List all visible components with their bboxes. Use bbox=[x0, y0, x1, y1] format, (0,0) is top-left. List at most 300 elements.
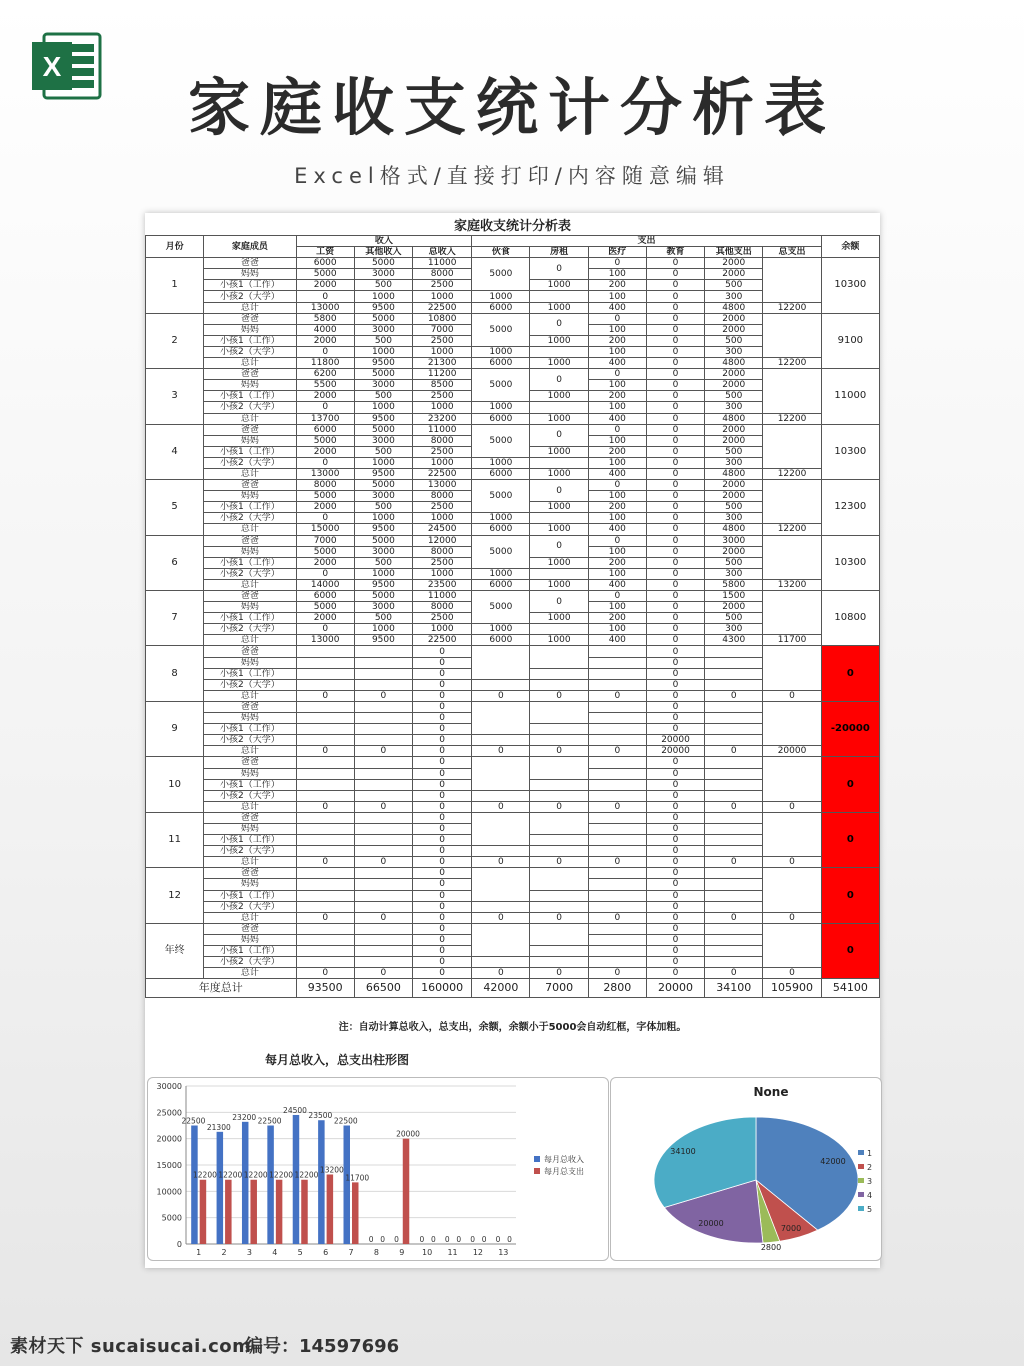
bar bbox=[200, 1180, 207, 1244]
table-cell: 0 bbox=[296, 857, 354, 868]
table-cell: 0 bbox=[296, 291, 354, 302]
table-cell: 0 bbox=[646, 690, 704, 701]
table-cell: 2500 bbox=[413, 391, 472, 402]
table-row bbox=[146, 579, 880, 590]
table-cell: 0 bbox=[588, 424, 646, 435]
table-cell: 0 bbox=[646, 635, 704, 646]
total-expense-cell bbox=[763, 923, 821, 967]
table-cell bbox=[705, 724, 763, 735]
table-cell: 500 bbox=[354, 446, 412, 457]
table-cell bbox=[354, 757, 412, 768]
x-tick-label: 10 bbox=[422, 1248, 433, 1257]
member-label: 爸爸 bbox=[204, 424, 296, 435]
bar bbox=[403, 1139, 410, 1244]
table-cell: 0 bbox=[588, 912, 646, 923]
table-cell bbox=[705, 668, 763, 679]
table-cell: 200 bbox=[588, 335, 646, 346]
table-cell: 22500 bbox=[413, 468, 472, 479]
bar bbox=[276, 1180, 283, 1244]
table-cell: 1000 bbox=[354, 457, 412, 468]
table-cell: 200 bbox=[588, 613, 646, 624]
member-label: 爸爸 bbox=[204, 258, 296, 269]
data-label: 0 bbox=[368, 1235, 374, 1244]
table-cell: 0 bbox=[588, 968, 646, 979]
table-row bbox=[146, 302, 880, 313]
pie-data-label: 42000 bbox=[820, 1157, 846, 1166]
data-label: 20000 bbox=[396, 1129, 420, 1139]
table-cell: 5000 bbox=[296, 602, 354, 613]
table-cell: 0 bbox=[646, 801, 704, 812]
table-cell: 0 bbox=[705, 801, 763, 812]
y-tick-label: 0 bbox=[176, 1240, 182, 1249]
y-tick-label: 20000 bbox=[156, 1134, 182, 1144]
table-cell: 2000 bbox=[296, 335, 354, 346]
table-cell bbox=[296, 812, 354, 823]
table-cell bbox=[588, 835, 646, 846]
table-cell: 4800 bbox=[705, 468, 763, 479]
food-cell bbox=[472, 957, 530, 968]
table-cell: 0 bbox=[588, 369, 646, 380]
data-label: 21300 bbox=[206, 1122, 231, 1132]
data-label: 22500 bbox=[257, 1116, 282, 1126]
rent-cell bbox=[530, 779, 588, 790]
table-cell: 100 bbox=[588, 346, 646, 357]
bar-chart-panel bbox=[147, 1077, 609, 1261]
balance-cell: 0 bbox=[821, 868, 879, 923]
member-label: 小孩2（大学） bbox=[204, 790, 296, 801]
table-cell: 0 bbox=[296, 624, 354, 635]
table-cell: 100 bbox=[588, 491, 646, 502]
rent-cell: 0 bbox=[530, 369, 588, 391]
table-cell: 0 bbox=[646, 535, 704, 546]
member-label: 总计 bbox=[204, 579, 296, 590]
table-cell bbox=[296, 957, 354, 968]
table-cell: 1000 bbox=[530, 358, 588, 369]
table-cell bbox=[354, 957, 412, 968]
table-cell: 2000 bbox=[705, 313, 763, 324]
member-label: 妈妈 bbox=[204, 934, 296, 945]
member-label: 爸爸 bbox=[204, 868, 296, 879]
total-expense-cell bbox=[763, 369, 821, 413]
table-cell: 0 bbox=[413, 879, 472, 890]
legend-swatch bbox=[858, 1164, 864, 1169]
legend-label: 3 bbox=[867, 1177, 873, 1186]
table-cell: 0 bbox=[646, 879, 704, 890]
header-medical: 医疗 bbox=[588, 247, 646, 258]
rent-cell bbox=[530, 568, 588, 579]
table-cell: 0 bbox=[296, 912, 354, 923]
table-cell: 5000 bbox=[354, 313, 412, 324]
table-cell: 0 bbox=[354, 857, 412, 868]
table-cell: 8000 bbox=[413, 269, 472, 280]
table-cell: 5500 bbox=[296, 380, 354, 391]
table-cell: 0 bbox=[646, 302, 704, 313]
table-cell: 0 bbox=[646, 579, 704, 590]
total-expense-cell bbox=[763, 591, 821, 635]
pie-data-label: 20000 bbox=[698, 1219, 724, 1228]
data-label: 0 bbox=[380, 1235, 386, 1244]
balance-cell: 11000 bbox=[821, 369, 879, 424]
table-cell: 1000 bbox=[530, 579, 588, 590]
table-cell: 0 bbox=[646, 779, 704, 790]
rent-cell bbox=[530, 946, 588, 957]
table-cell: 4800 bbox=[705, 302, 763, 313]
table-cell: 2500 bbox=[413, 335, 472, 346]
x-tick-label: 11 bbox=[447, 1248, 458, 1257]
table-cell: 2000 bbox=[705, 435, 763, 446]
member-label: 小孩1（工作） bbox=[204, 779, 296, 790]
year-total-cell: 34100 bbox=[705, 979, 763, 998]
table-cell bbox=[588, 679, 646, 690]
bar bbox=[327, 1174, 334, 1244]
member-label: 小孩1（工作） bbox=[204, 946, 296, 957]
bar-chart bbox=[148, 1078, 608, 1260]
table-cell bbox=[354, 823, 412, 834]
table-row bbox=[146, 757, 880, 768]
table-cell: 6000 bbox=[296, 591, 354, 602]
table-cell: 300 bbox=[705, 624, 763, 635]
table-cell: 9500 bbox=[354, 413, 412, 424]
member-label: 总计 bbox=[204, 635, 296, 646]
table-cell: 0 bbox=[296, 568, 354, 579]
table-cell: 0 bbox=[413, 923, 472, 934]
table-cell: 6000 bbox=[472, 413, 530, 424]
rent-cell bbox=[530, 679, 588, 690]
table-cell: 500 bbox=[705, 446, 763, 457]
table-cell: 2500 bbox=[413, 613, 472, 624]
rent-cell: 0 bbox=[530, 480, 588, 502]
food-cell: 1000 bbox=[472, 624, 530, 635]
total-expense-cell bbox=[763, 535, 821, 579]
header-rent: 房租 bbox=[530, 247, 588, 258]
month-label: 3 bbox=[146, 369, 204, 424]
table-cell: 5000 bbox=[296, 491, 354, 502]
header-other-income: 其他收入 bbox=[354, 247, 412, 258]
food-cell bbox=[472, 790, 530, 801]
table-cell: 0 bbox=[413, 724, 472, 735]
table-cell: 1000 bbox=[354, 624, 412, 635]
table-cell: 0 bbox=[413, 890, 472, 901]
table-cell: 13000 bbox=[413, 480, 472, 491]
table-cell: 9500 bbox=[354, 579, 412, 590]
member-label: 爸爸 bbox=[204, 591, 296, 602]
table-cell bbox=[354, 713, 412, 724]
table-cell: 0 bbox=[646, 291, 704, 302]
table-cell: 0 bbox=[646, 923, 704, 934]
rent-cell bbox=[530, 835, 588, 846]
rent-cell bbox=[530, 513, 588, 524]
year-total-cell: 105900 bbox=[763, 979, 821, 998]
year-total-cell: 160000 bbox=[413, 979, 472, 998]
food-cell: 1000 bbox=[472, 457, 530, 468]
table-cell: 0 bbox=[413, 957, 472, 968]
table-cell: 22500 bbox=[413, 635, 472, 646]
page-title: 家庭收支统计分析表 bbox=[187, 71, 836, 144]
member-label: 爸爸 bbox=[204, 535, 296, 546]
table-cell: 0 bbox=[472, 746, 530, 757]
member-label: 小孩1（工作） bbox=[204, 668, 296, 679]
member-label: 小孩1（工作） bbox=[204, 724, 296, 735]
table-cell: 0 bbox=[472, 912, 530, 923]
table-cell: 0 bbox=[413, 968, 472, 979]
x-tick-label: 2 bbox=[221, 1248, 227, 1257]
data-label: 22500 bbox=[333, 1116, 358, 1126]
table-cell: 1000 bbox=[354, 291, 412, 302]
food-cell: 5000 bbox=[472, 369, 530, 402]
member-label: 总计 bbox=[204, 302, 296, 313]
table-cell: 0 bbox=[705, 968, 763, 979]
table-cell: 1000 bbox=[354, 402, 412, 413]
rent-cell bbox=[530, 890, 588, 901]
bar-chart-title: 每月总收入，总支出柱形图 bbox=[265, 1053, 410, 1067]
rent-cell: 1000 bbox=[530, 391, 588, 402]
table-cell: 500 bbox=[705, 613, 763, 624]
header-income: 收入 bbox=[296, 236, 472, 247]
x-tick-label: 4 bbox=[272, 1248, 278, 1257]
food-cell: 1000 bbox=[472, 513, 530, 524]
table-cell: 0 bbox=[413, 701, 472, 712]
legend-swatch bbox=[858, 1206, 864, 1211]
table-cell bbox=[705, 812, 763, 823]
table-cell: 0 bbox=[646, 957, 704, 968]
table-cell bbox=[588, 657, 646, 668]
table-cell: 0 bbox=[646, 380, 704, 391]
table-cell bbox=[296, 946, 354, 957]
member-label: 爸爸 bbox=[204, 313, 296, 324]
data-label: 12200 bbox=[193, 1170, 217, 1180]
table-cell: 15000 bbox=[296, 524, 354, 535]
member-label: 爸爸 bbox=[204, 757, 296, 768]
table-cell bbox=[588, 668, 646, 679]
table-cell: 200 bbox=[588, 280, 646, 291]
table-cell: 0 bbox=[530, 968, 588, 979]
table-cell bbox=[588, 713, 646, 724]
table-cell: 12200 bbox=[763, 302, 821, 313]
rent-cell bbox=[530, 901, 588, 912]
table-cell: 300 bbox=[705, 291, 763, 302]
spreadsheet-sheet bbox=[145, 213, 880, 1268]
table-cell: 1000 bbox=[413, 568, 472, 579]
member-label: 爸爸 bbox=[204, 923, 296, 934]
food-cell: 1000 bbox=[472, 568, 530, 579]
rent-cell bbox=[530, 724, 588, 735]
rent-cell bbox=[530, 668, 588, 679]
rent-cell bbox=[530, 402, 588, 413]
header-total-expense: 总支出 bbox=[763, 247, 821, 258]
table-cell: 0 bbox=[296, 457, 354, 468]
food-cell: 5000 bbox=[472, 591, 530, 624]
data-label: 0 bbox=[470, 1235, 476, 1244]
table-cell bbox=[296, 735, 354, 746]
table-cell: 0 bbox=[646, 335, 704, 346]
watermark-text: 素材天下 sucaisucai.com bbox=[10, 1336, 252, 1357]
table-cell: 0 bbox=[646, 724, 704, 735]
table-cell: 500 bbox=[354, 557, 412, 568]
table-cell: 5000 bbox=[354, 369, 412, 380]
table-cell: 0 bbox=[646, 424, 704, 435]
member-label: 总计 bbox=[204, 912, 296, 923]
table-cell: 0 bbox=[472, 857, 530, 868]
table-cell: 500 bbox=[354, 391, 412, 402]
total-expense-cell bbox=[763, 812, 821, 856]
table-cell: 11200 bbox=[413, 369, 472, 380]
table-cell: 0 bbox=[646, 968, 704, 979]
table-cell: 23200 bbox=[413, 413, 472, 424]
table-cell bbox=[354, 923, 412, 934]
table-cell bbox=[705, 934, 763, 945]
table-cell: 1000 bbox=[530, 635, 588, 646]
food-cell: 1000 bbox=[472, 291, 530, 302]
table-cell: 200 bbox=[588, 557, 646, 568]
member-label: 妈妈 bbox=[204, 823, 296, 834]
header-food: 伙食 bbox=[472, 247, 530, 258]
table-cell: 0 bbox=[705, 912, 763, 923]
table-cell: 13200 bbox=[763, 579, 821, 590]
x-tick-label: 8 bbox=[373, 1248, 379, 1257]
table-cell bbox=[588, 757, 646, 768]
table-cell bbox=[354, 901, 412, 912]
legend-label: 5 bbox=[867, 1205, 873, 1214]
member-label: 总计 bbox=[204, 690, 296, 701]
year-total-cell: 66500 bbox=[354, 979, 412, 998]
rent-cell: 0 bbox=[530, 258, 588, 280]
data-label: 0 bbox=[394, 1235, 399, 1244]
table-cell: 0 bbox=[413, 668, 472, 679]
table-cell: 0 bbox=[413, 779, 472, 790]
rent-cell: 0 bbox=[530, 591, 588, 613]
table-cell bbox=[354, 657, 412, 668]
legend-swatch bbox=[858, 1150, 864, 1155]
table-cell: 100 bbox=[588, 546, 646, 557]
member-label: 妈妈 bbox=[204, 879, 296, 890]
y-tick-label: 15000 bbox=[156, 1161, 182, 1170]
table-row bbox=[146, 646, 880, 657]
year-total-label: 年度总计 bbox=[146, 979, 297, 998]
legend-swatch bbox=[534, 1168, 540, 1174]
table-cell: 400 bbox=[588, 302, 646, 313]
y-tick-label: 30000 bbox=[156, 1082, 182, 1091]
data-label: 24500 bbox=[283, 1105, 307, 1115]
table-cell bbox=[296, 823, 354, 834]
table-cell: 1000 bbox=[413, 513, 472, 524]
table-cell bbox=[296, 846, 354, 857]
balance-cell: 0 bbox=[821, 923, 879, 978]
table-cell bbox=[354, 934, 412, 945]
member-label: 小孩2（大学） bbox=[204, 901, 296, 912]
member-label: 小孩2（大学） bbox=[204, 679, 296, 690]
table-cell: 4300 bbox=[705, 635, 763, 646]
table-cell: 4800 bbox=[705, 524, 763, 535]
member-label: 小孩1（工作） bbox=[204, 613, 296, 624]
legend-label: 每月总收入 bbox=[544, 1155, 584, 1164]
table-cell bbox=[705, 957, 763, 968]
table-cell: 6000 bbox=[472, 524, 530, 535]
table-cell: 100 bbox=[588, 380, 646, 391]
food-cell bbox=[472, 679, 530, 690]
member-label: 总计 bbox=[204, 801, 296, 812]
pie-data-label: 2800 bbox=[760, 1243, 782, 1252]
legend-label: 1 bbox=[867, 1149, 873, 1158]
table-cell: 1500 bbox=[705, 591, 763, 602]
total-expense-cell bbox=[763, 701, 821, 745]
x-tick-label: 7 bbox=[348, 1248, 354, 1257]
table-cell: 1000 bbox=[530, 413, 588, 424]
table-cell: 11000 bbox=[413, 424, 472, 435]
table-cell: 2500 bbox=[413, 280, 472, 291]
table-cell: 1000 bbox=[530, 524, 588, 535]
table-cell: 2000 bbox=[705, 424, 763, 435]
table-row bbox=[146, 369, 880, 380]
table-cell: 500 bbox=[705, 335, 763, 346]
table-cell: 0 bbox=[588, 313, 646, 324]
table-row bbox=[146, 635, 880, 646]
member-label: 小孩1（工作） bbox=[204, 502, 296, 513]
table-cell: 8000 bbox=[413, 602, 472, 613]
table-cell: 0 bbox=[705, 690, 763, 701]
sheet-title: 家庭收支统计分析表 bbox=[453, 219, 571, 234]
rent-cell bbox=[530, 868, 588, 890]
table-cell bbox=[354, 868, 412, 879]
table-cell: 0 bbox=[705, 857, 763, 868]
rent-cell bbox=[530, 790, 588, 801]
balance-cell: 9100 bbox=[821, 313, 879, 368]
header-balance: 余额 bbox=[821, 236, 879, 258]
total-expense-cell bbox=[763, 757, 821, 801]
bar bbox=[318, 1120, 325, 1244]
food-cell bbox=[472, 923, 530, 956]
rent-cell bbox=[530, 646, 588, 668]
table-cell: 400 bbox=[588, 579, 646, 590]
table-cell: 3000 bbox=[705, 535, 763, 546]
table-cell: 200 bbox=[588, 502, 646, 513]
table-row bbox=[146, 468, 880, 479]
table-cell: 13000 bbox=[296, 635, 354, 646]
table-cell bbox=[354, 946, 412, 957]
table-cell: 0 bbox=[588, 690, 646, 701]
table-cell bbox=[588, 846, 646, 857]
table-cell: 1000 bbox=[413, 291, 472, 302]
table-cell: 12200 bbox=[763, 358, 821, 369]
member-label: 小孩2（大学） bbox=[204, 568, 296, 579]
table-cell: 11700 bbox=[763, 635, 821, 646]
rent-cell: 1000 bbox=[530, 613, 588, 624]
table-cell: 3000 bbox=[354, 491, 412, 502]
table-cell: 0 bbox=[413, 912, 472, 923]
table-cell bbox=[588, 868, 646, 879]
table-cell: 12200 bbox=[763, 524, 821, 535]
member-label: 小孩1（工作） bbox=[204, 890, 296, 901]
table-cell: 5000 bbox=[296, 435, 354, 446]
table-cell: 100 bbox=[588, 602, 646, 613]
table-row bbox=[146, 857, 880, 868]
table-cell bbox=[296, 657, 354, 668]
table-cell: 9500 bbox=[354, 524, 412, 535]
y-tick-label: 25000 bbox=[156, 1108, 182, 1118]
table-cell bbox=[588, 735, 646, 746]
table-cell: 11000 bbox=[413, 591, 472, 602]
table-cell: 0 bbox=[646, 557, 704, 568]
table-cell: 2000 bbox=[296, 280, 354, 291]
table-cell: 300 bbox=[705, 568, 763, 579]
table-cell: 6000 bbox=[472, 635, 530, 646]
rent-cell bbox=[530, 957, 588, 968]
page-subtitle: Excel格式/直接打印/内容随意编辑 bbox=[294, 164, 730, 188]
table-cell: 6000 bbox=[472, 468, 530, 479]
table-cell: 0 bbox=[530, 857, 588, 868]
table-cell: 0 bbox=[413, 901, 472, 912]
year-total-cell: 20000 bbox=[646, 979, 704, 998]
table-cell bbox=[296, 679, 354, 690]
